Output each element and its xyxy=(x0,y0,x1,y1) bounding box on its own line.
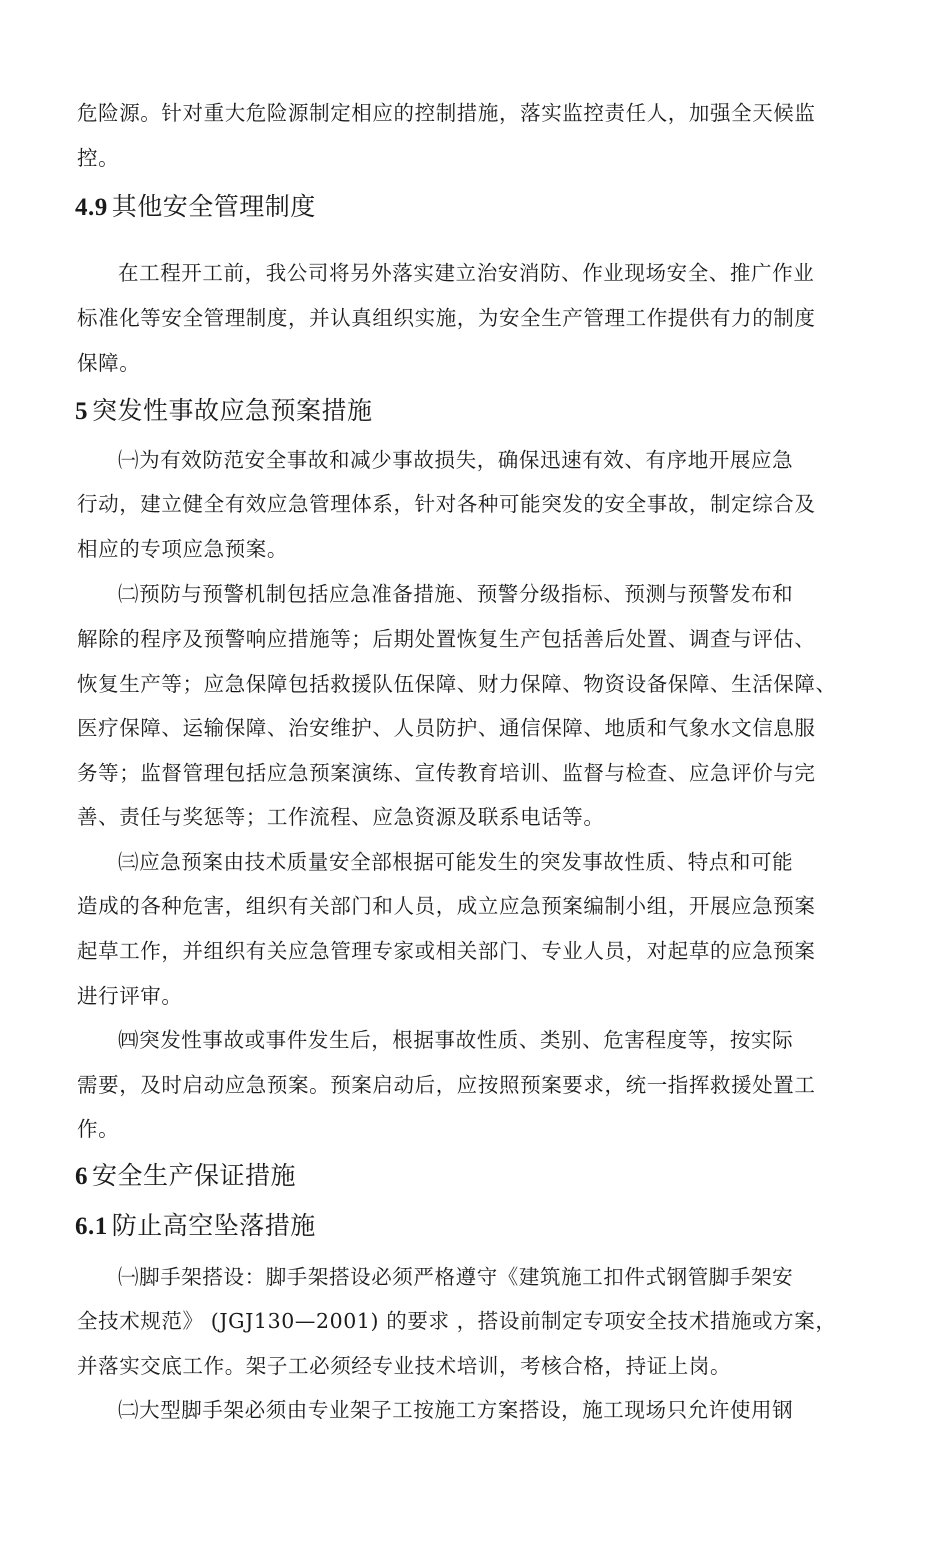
paragraph-line: ㈡预防与预警机制包括应急准备措施、预警分级指标、预测与预警发布和 xyxy=(118,582,794,606)
section-number: 5 xyxy=(75,398,88,425)
section-title: 安全生产保证措施 xyxy=(92,1161,297,1190)
paragraph-line: 作。 xyxy=(77,1117,120,1141)
section-number: 6 xyxy=(75,1163,88,1190)
section-heading-4-9 xyxy=(75,191,316,224)
paragraph-line: 危险源。针对重大危险源制定相应的控制措施，落实监控责任人，加强全天候监 xyxy=(77,101,816,125)
paragraph-line: 相应的专项应急预案。 xyxy=(77,537,288,561)
paragraph-line: 造成的各种危害，组织有关部门和人员，成立应急预案编制小组，开展应急预案 xyxy=(77,894,816,918)
section-heading-6-1 xyxy=(75,1210,316,1243)
paragraph-line: 保障。 xyxy=(77,351,141,375)
section-heading-6 xyxy=(75,1160,296,1193)
paragraph-line: ㈠为有效防范安全事故和减少事故损失，确保迅速有效、有序地开展应急 xyxy=(118,448,794,472)
paragraph-line: 善、责任与奖惩等；工作流程、应急资源及联系电话等。 xyxy=(77,805,605,829)
paragraph-line: ㈣突发性事故或事件发生后，根据事故性质、类别、危害程度等，按实际 xyxy=(118,1028,794,1052)
section-title: 其他安全管理制度 xyxy=(111,192,316,221)
paragraph-line: 务等；监督管理包括应急预案演练、宣传教育培训、监督与检查、应急评价与完 xyxy=(77,761,816,785)
paragraph-line: 医疗保障、运输保障、治安维护、人员防护、通信保障、地质和气象水文信息服 xyxy=(77,716,816,740)
section-heading-5 xyxy=(75,395,373,428)
paragraph-line: 恢复生产等；应急保障包括救援队伍保障、财力保障、物资设备保障、生活保障、 xyxy=(77,672,837,696)
section-title: 防止高空坠落措施 xyxy=(111,1211,316,1240)
paragraph-line: 标准化等安全管理制度，并认真组织实施，为安全生产管理工作提供有力的制度 xyxy=(77,306,816,330)
section-number: 4.9 xyxy=(75,194,108,221)
paragraph-line: ㈢应急预案由技术质量安全部根据可能发生的突发事故性质、特点和可能 xyxy=(118,850,794,874)
paragraph-line: 解除的程序及预警响应措施等；后期处置恢复生产包括善后处置、调查与评估、 xyxy=(77,627,816,651)
section-number: 6.1 xyxy=(75,1213,108,1240)
paragraph-line: ㈡大型脚手架必须由专业架子工按施工方案搭设，施工现场只允许使用钢 xyxy=(118,1398,794,1422)
paragraph-line: 并落实交底工作。架子工必须经专业技术培训，考核合格，持证上岗。 xyxy=(77,1354,732,1378)
paragraph-line: 在工程开工前，我公司将另外落实建立治安消防、作业现场安全、推广作业 xyxy=(118,261,815,285)
paragraph-line: 控。 xyxy=(77,146,120,170)
paragraph-line: 全技术规范》 (JGJ130—2001) 的要求 ，搭设前制定专项安全技术措施或方案， xyxy=(77,1309,837,1333)
paragraph-line: 需要，及时启动应急预案。预案启动后，应按照预案要求，统一指挥救援处置工 xyxy=(77,1073,816,1097)
paragraph-line: ㈠脚手架搭设：脚手架搭设必须严格遵守《建筑施工扣件式钢管脚手架安 xyxy=(118,1265,794,1289)
paragraph-line: 起草工作，并组织有关应急管理专家或相关部门、专业人员，对起草的应急预案 xyxy=(77,939,816,963)
section-title: 突发性事故应急预案措施 xyxy=(92,396,373,425)
paragraph-line: 行动，建立健全有效应急管理体系，针对各种可能突发的安全事故，制定综合及 xyxy=(77,492,816,516)
paragraph-line: 进行评审。 xyxy=(77,984,183,1008)
